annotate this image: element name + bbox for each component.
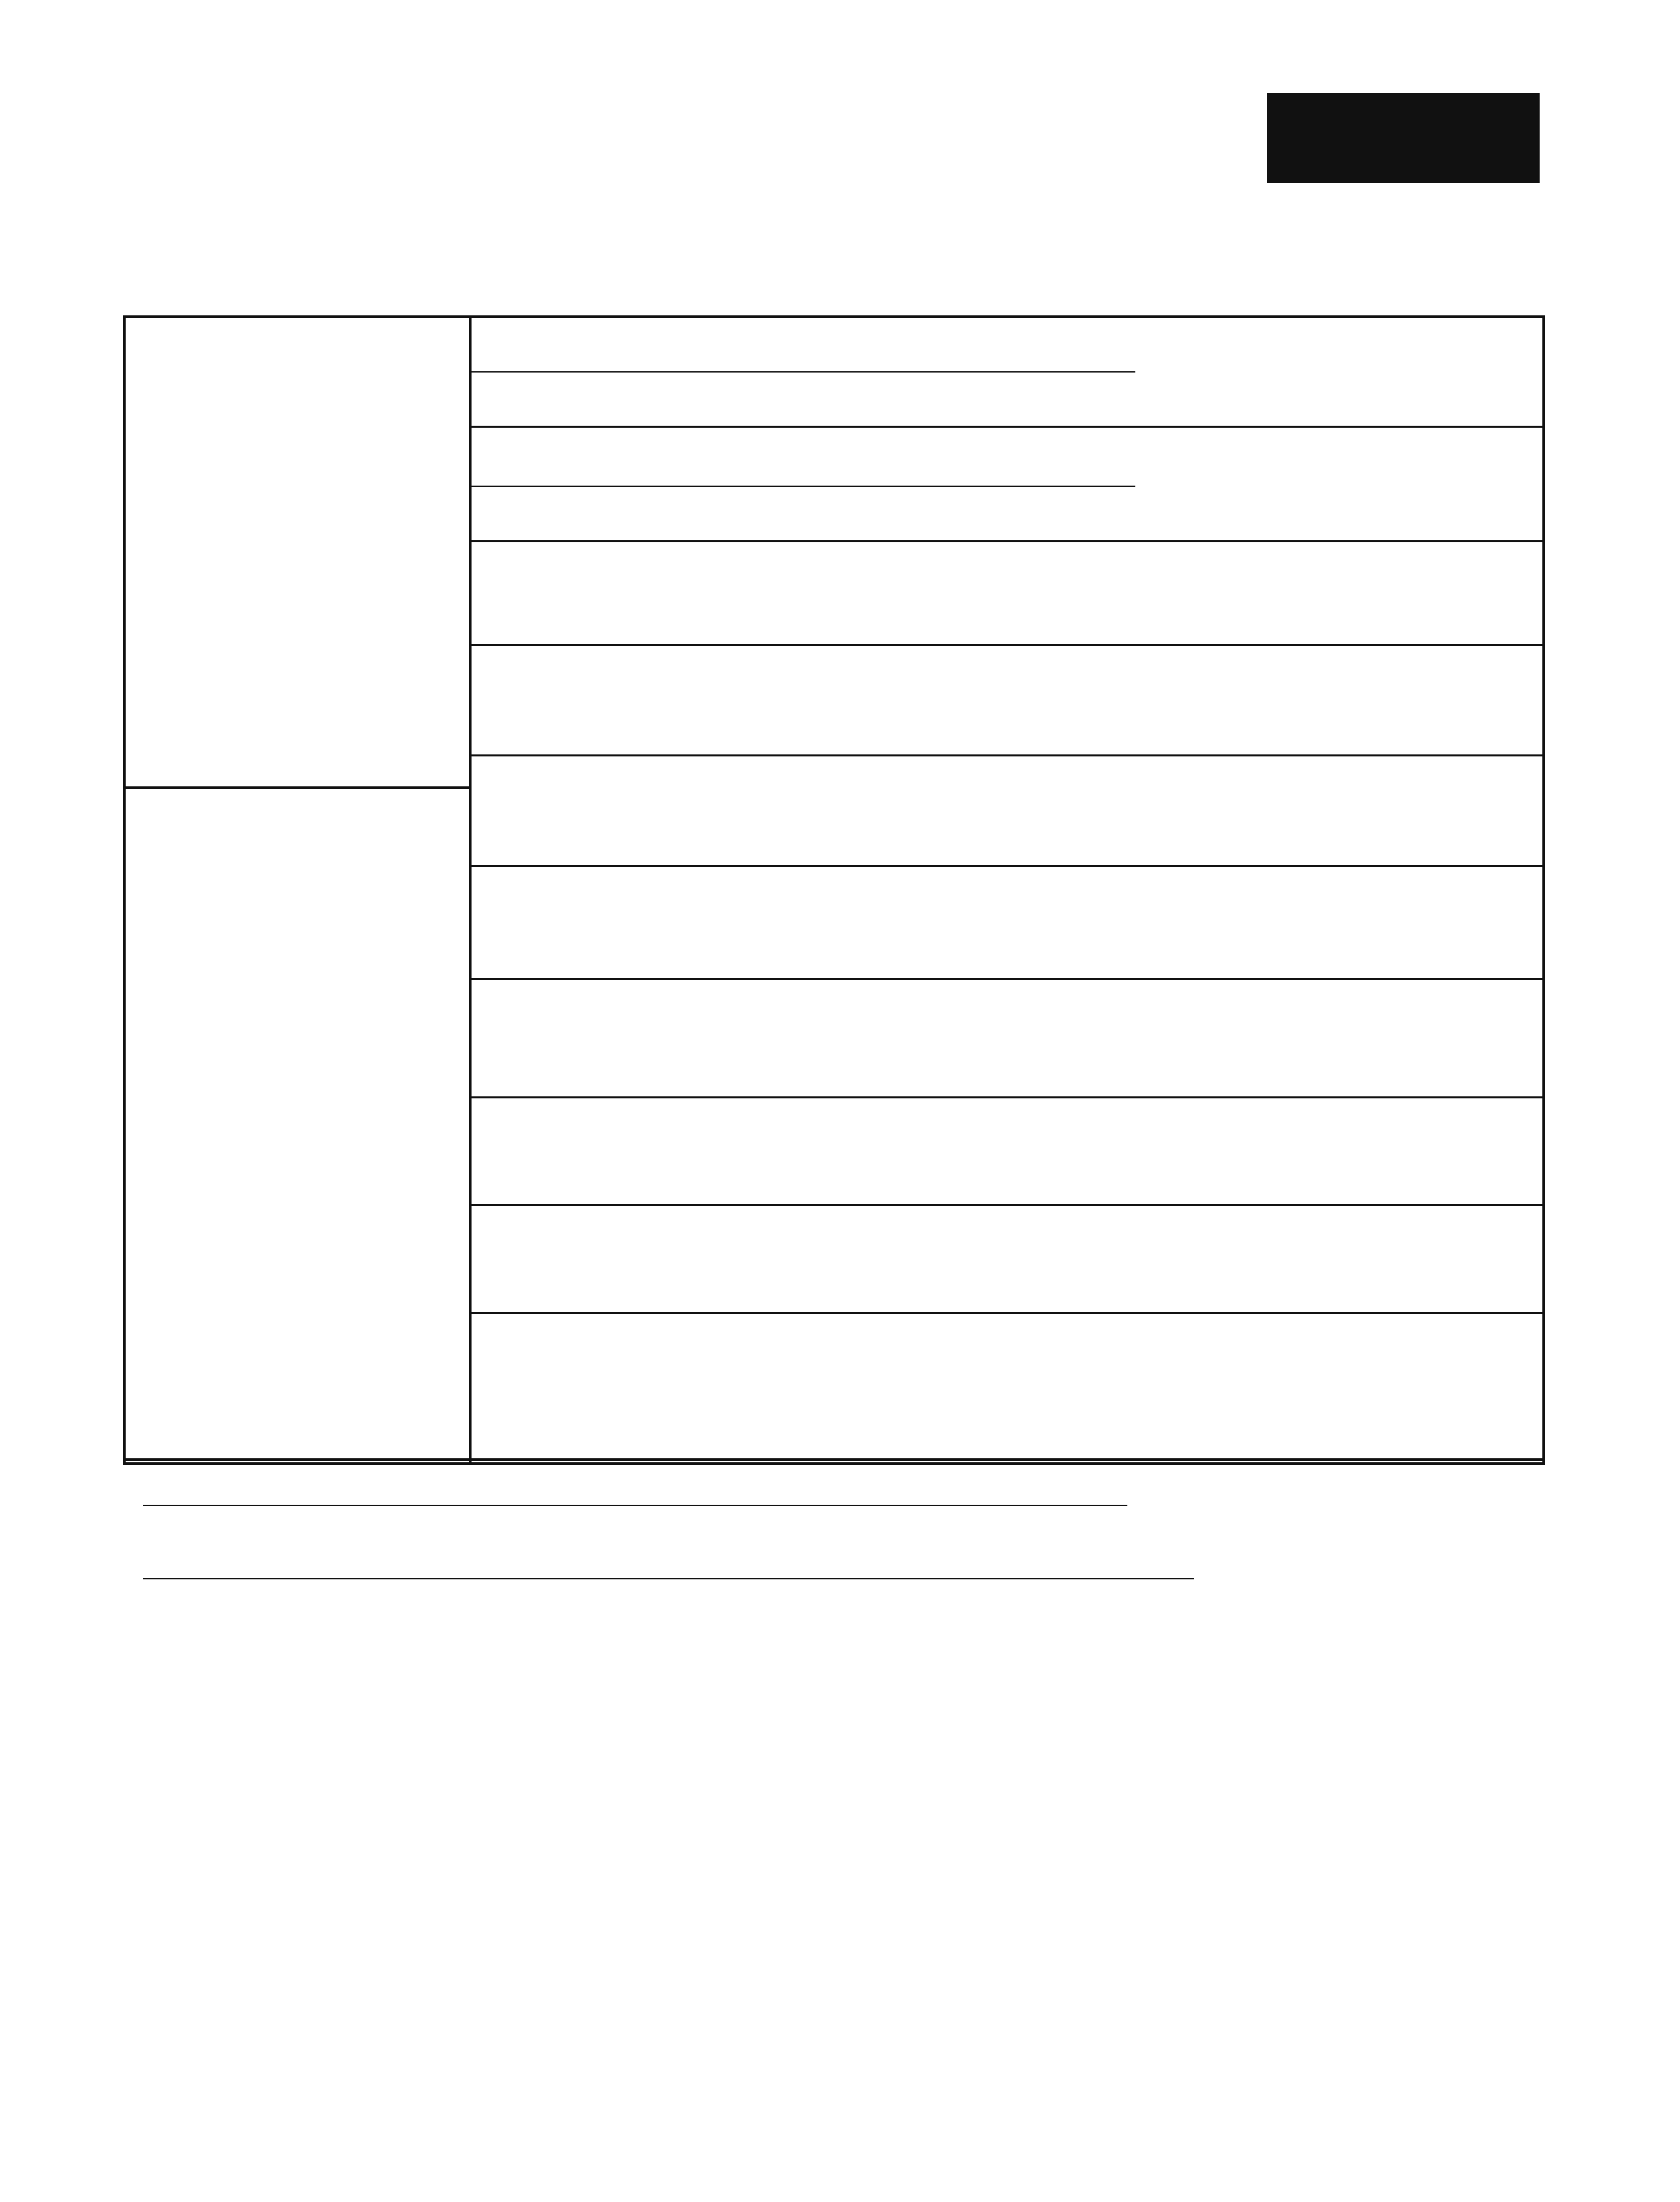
yad-vashem-logo [1267,93,1540,183]
row-sep-1 [470,426,1542,428]
signatory-separator [123,1458,1542,1461]
row-sep-2 [470,540,1542,542]
row-sep-4 [470,754,1542,756]
signatory-name-line [143,1505,1127,1506]
row-sep-6 [470,978,1542,980]
field1-subline [470,371,1135,373]
row-sep-3 [470,644,1542,646]
photo-box-separator [123,786,470,789]
sidebar-divider [469,315,472,1462]
signatory-address-line [143,1578,1194,1579]
row-sep-5 [470,865,1542,867]
field2-subline [470,486,1135,487]
form-frame [123,315,1545,1465]
row-sep-9 [470,1312,1542,1314]
row-sep-8 [470,1204,1542,1206]
row-sep-7 [470,1096,1542,1098]
